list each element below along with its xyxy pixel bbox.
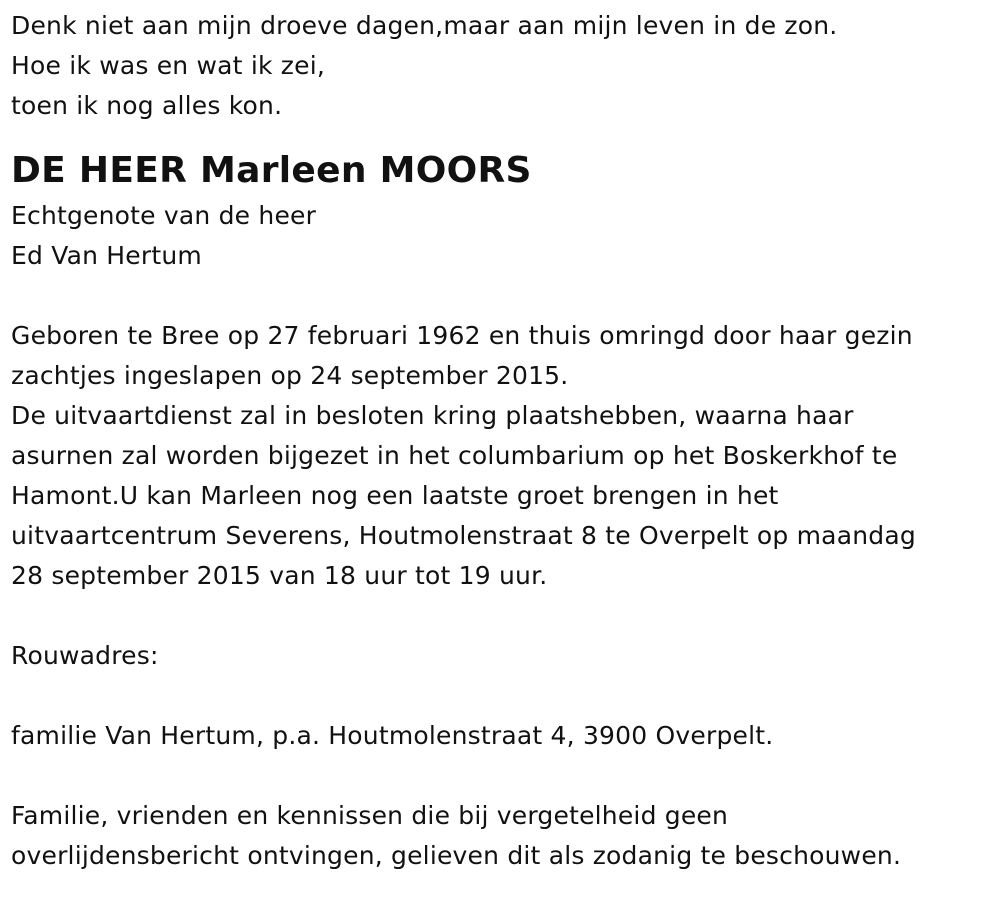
spouse-line: Echtgenote van de heer <box>11 201 317 230</box>
poem-line: Hoe ik was en wat ik zei, <box>11 51 325 80</box>
spacer <box>11 276 986 316</box>
memorial-poem <box>11 6 986 126</box>
announcement-line: Hamont.U kan Marleen nog een laatste groet brengen in het <box>11 481 779 510</box>
spouse-line: Ed Van Hertum <box>11 241 202 270</box>
announcement-line: uitvaartcentrum Severens, Houtmolenstraat 8 te Overpelt op maandag <box>11 521 916 550</box>
announcement-line: De uitvaartdienst zal in besloten kring plaatshebben, waarna haar <box>11 401 854 430</box>
mourning-address: familie Van Hertum, p.a. Houtmolenstraat 4, 3900 Overpelt. <box>11 721 774 750</box>
obituary-notice <box>11 6 986 876</box>
deceased-name: DE HEER Marleen MOORS <box>11 150 532 191</box>
poem-line: toen ik nog alles kon. <box>11 91 283 120</box>
announcement-line: zachtjes ingeslapen op 24 september 2015. <box>11 361 569 390</box>
closing-note <box>11 796 986 876</box>
announcement-line: asurnen zal worden bijgezet in het columbarium op het Boskerkhof te <box>11 441 898 470</box>
spacer <box>11 676 986 716</box>
mourning-address-label: Rouwadres: <box>11 641 159 670</box>
spouse-info <box>11 196 986 276</box>
spacer <box>11 596 986 636</box>
closing-line: Familie, vrienden en kennissen die bij vergetelheid geen <box>11 801 729 830</box>
announcement-line: 28 september 2015 van 18 uur tot 19 uur. <box>11 561 548 590</box>
poem-line: Denk niet aan mijn droeve dagen,maar aan mijn leven in de zon. <box>11 11 838 40</box>
announcement-line: Geboren te Bree op 27 februari 1962 en thuis omringd door haar gezin <box>11 321 913 350</box>
spacer <box>11 756 986 796</box>
announcement-text <box>11 316 986 596</box>
closing-line: overlijdensbericht ontvingen, gelieven dit als zodanig te beschouwen. <box>11 841 902 870</box>
